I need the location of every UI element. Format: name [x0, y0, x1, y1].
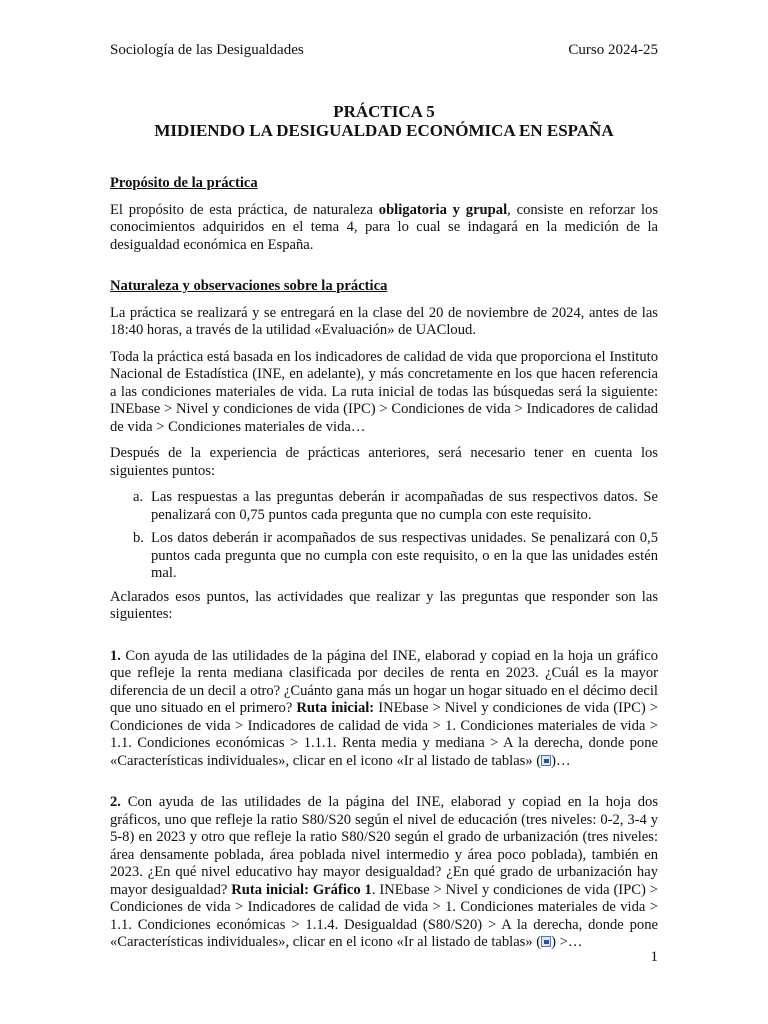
- question-2-route-end: ) >…: [551, 934, 583, 950]
- question-1-route-label: Ruta inicial:: [296, 700, 375, 716]
- spacer: [110, 633, 658, 648]
- spacer: [110, 779, 658, 794]
- purpose-text-end: , consiste en reforzar los conocimientos adquiridos en el tema 4, para lo cual se indagará en la medición de la desigualdad económica en España.: [110, 201, 659, 253]
- list-item-text: Las respuestas a las preguntas deberán ir acompañadas de sus respectivos datos. Se penalizará con 0,75 puntos cada pregunta que no cumpla con este requisito.: [151, 489, 658, 523]
- section-heading-purpose: Propósito de la práctica: [110, 175, 258, 191]
- nature-paragraph-activities-intro: Aclarados esos puntos, las actividades que realizar y las preguntas que responder son las siguientes:: [110, 588, 658, 622]
- question-2-text: Con ayuda de las utilidades de la página del INE, elaborad y copiad en la hoja dos gráficos, uno que refleje la ratio S80/S20 según el nivel de educación (tres niveles: 0-2, 3-4 y 5-8) en 2023 y otro que refleje la ratio S80/S20 según el grado de urbanización (tres niveles: área densamente poblada, área poblada nivel intermedio y área poco poblada), también en 2023. ¿En qué nivel educativo hay mayor desigualdad? ¿En qué grado de urbanización hay mayor desigualdad?: [110, 794, 658, 898]
- table-list-icon: [541, 755, 551, 766]
- section-heading-nature: Naturaleza y observaciones sobre la práctica: [110, 278, 388, 294]
- spacer: [110, 263, 658, 278]
- nature-paragraph-delivery: La práctica se realizará y se entregará en la clase del 20 de noviembre de 2024, antes de las 18:40 horas, a través de la utilidad «Evaluación» de UACloud.: [110, 304, 658, 338]
- list-item-text: Los datos deberán ir acompañados de sus respectivas unidades. Se penalizará con 0,5 puntos cada pregunta que no cumpla con este requisito, o en la que las unidades estén mal.: [151, 530, 658, 581]
- nature-paragraph-points-intro: Después de la experiencia de prácticas anteriores, será necesario tener en cuenta los siguientes puntos:: [110, 445, 658, 479]
- list-item: [133, 530, 658, 583]
- question-2: [110, 794, 658, 952]
- question-1-route-end: )…: [551, 752, 571, 769]
- purpose-paragraph: [110, 202, 658, 255]
- list-marker: b.: [133, 530, 144, 546]
- question-1-route: INEbase > Nivel y condiciones de vida (IPC) > Condiciones de vida > Indicadores de calidad de vida > 1. Condiciones materiales de vida > 1.1. Condiciones económicas > 1.1.1. Renta media y mediana > A la derecha, donde pone «Características individuales», clicar en el icono «Ir al listado de tablas» (: [110, 700, 658, 769]
- question-1: [110, 648, 658, 771]
- requirements-list: [110, 489, 658, 583]
- purpose-text-start: El propósito de esta práctica, de naturaleza: [110, 201, 379, 218]
- question-2-route: . INEbase > Nivel y condiciones de vida (IPC) > Condiciones de vida > Indicadores de calidad de vida > 1. Condiciones materiales de vida > 1.1. Condiciones económicas > 1.1.4. Desigualdad (S80/S20) > A la derecha, donde pone «Características individuales», clicar en el icono «Ir al listado de tablas» (: [110, 881, 658, 950]
- header-course-year: Curso 2024-25: [568, 42, 658, 58]
- question-1-text: Con ayuda de las utilidades de la página del INE, elaborad y copiad en la hoja un gráfico que refleje la renta mediana clasificada por deciles de renta en 2023. ¿Cuál es la mayor diferencia de un decil a otro? ¿Cuánto gana más un hogar un hogar situado en el décimo decil que uno situado en el primero?: [110, 647, 658, 716]
- page-number: 1: [650, 949, 658, 965]
- table-list-icon: [541, 936, 551, 947]
- purpose-text-bold: obligatoria y grupal: [378, 201, 508, 218]
- nature-paragraph-route: Toda la práctica está basada en los indicadores de calidad de vida que proporciona el Instituto Nacional de Estadística (INE, en adelante), y más concretamente en los que hacen referencia a las condiciones materiales de vida. La ruta inicial de todas las búsquedas será la siguiente: INEbase > Nivel y condiciones de vida (IPC) > Condiciones de vida > Indicadores de calidad de vida > Condiciones materiales de vida…: [110, 348, 658, 435]
- list-item: [133, 489, 658, 524]
- header-course-name: Sociología de las Desigualdades: [110, 42, 304, 58]
- practice-number-title: PRÁCTICA 5: [333, 102, 435, 121]
- question-1-number: 1.: [110, 647, 121, 664]
- list-marker: a.: [133, 489, 144, 505]
- question-2-number: 2.: [110, 794, 121, 810]
- question-2-route-label: Ruta inicial: Gráfico 1: [231, 881, 372, 898]
- practice-main-title: MIDIENDO LA DESIGUALDAD ECONÓMICA EN ESPAÑA: [154, 121, 614, 140]
- document-body: [110, 175, 658, 961]
